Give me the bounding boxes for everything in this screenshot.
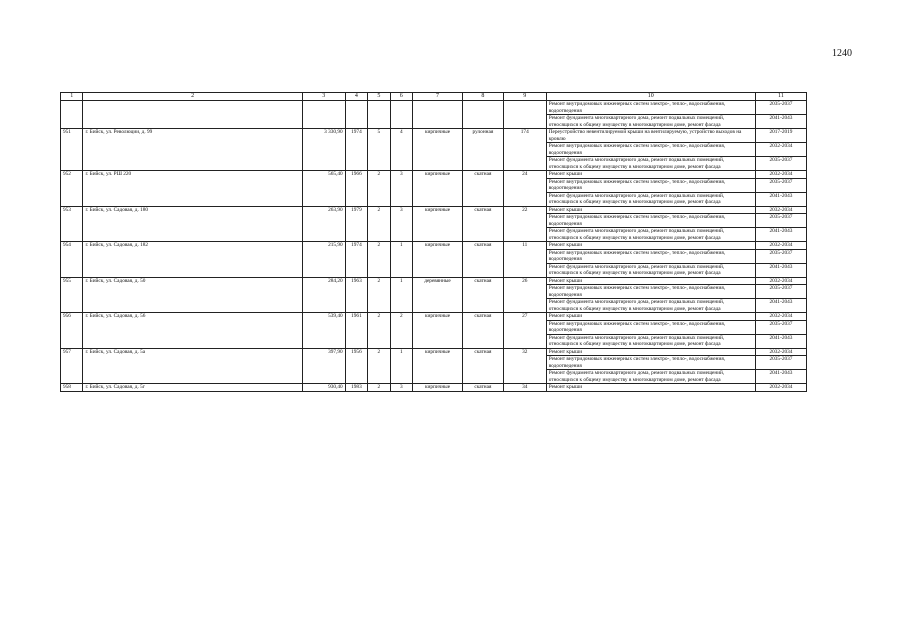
work-type-cell: Ремонт внутридомовых инженерных систем электро-, тепло-, водоснабжения, водоотведения [546, 214, 755, 228]
residents-cell [503, 101, 546, 129]
table-row [61, 171, 807, 179]
column-header-8: 8 [463, 93, 504, 101]
work-type-cell: Ремонт крыши [546, 313, 755, 321]
entrances-cell: 1 [390, 242, 412, 278]
floors-cell: 2 [368, 313, 390, 349]
work-period-cell: 2035-2037 [755, 285, 806, 299]
work-type-cell: Переустройство невентилируемой крыши на вентилируемую, устройство выходов на кровлю [546, 129, 755, 143]
work-type-cell: Ремонт внутридомовых инженерных систем электро-, тепло-, водоснабжения, водоотведения [546, 356, 755, 370]
walls-cell: кирпичные [413, 129, 463, 171]
roof-cell: скатная [463, 242, 504, 278]
walls-cell: кирпичные [413, 206, 463, 242]
entrances-cell: 1 [390, 348, 412, 384]
work-period-cell: 2035-2037 [755, 249, 806, 263]
area-cell: 397,90 [302, 348, 345, 384]
work-period-cell: 2041-2043 [755, 228, 806, 242]
residents-cell: 26 [503, 277, 546, 313]
residents-cell: 24 [503, 171, 546, 207]
work-period-cell: 2035-2037 [755, 101, 806, 115]
walls-cell: деревянные [413, 277, 463, 313]
address-cell: г. Бийск, ул. Садовая, д. 182 [83, 242, 302, 278]
year-cell: 1956 [345, 348, 367, 384]
column-header-4: 4 [345, 93, 367, 101]
address-cell: г. Бийск, ул. Революции, д. 99 [83, 129, 302, 171]
address-cell: г. Бийск, ул. РШ 220 [83, 171, 302, 207]
work-period-cell: 2032-2034 [755, 277, 806, 285]
entrances-cell: 2 [390, 313, 412, 349]
floors-cell: 2 [368, 171, 390, 207]
work-period-cell: 2032-2034 [755, 171, 806, 179]
year-cell: 1974 [345, 129, 367, 171]
floors-cell: 5 [368, 129, 390, 171]
column-header-3: 3 [302, 93, 345, 101]
roof-cell: скатная [463, 171, 504, 207]
work-type-cell: Ремонт фундамента многоквартирного дома, ремонт подвальных помещений, относящихся к общему имуществу в многоквартирном доме, ремонт фасада [546, 157, 755, 171]
work-type-cell: Ремонт крыши [546, 277, 755, 285]
work-type-cell: Ремонт внутридомовых инженерных систем электро-, тепло-, водоснабжения, водоотведения [546, 101, 755, 115]
work-type-cell: Ремонт фундамента многоквартирного дома, ремонт подвальных помещений, относящихся к общему имуществу в многоквартирном доме, ремонт фасада [546, 263, 755, 277]
row-number: 953 [61, 206, 83, 242]
roof-cell: скатная [463, 206, 504, 242]
walls-cell: кирпичные [413, 171, 463, 207]
work-type-cell: Ремонт внутридомовых инженерных систем электро-, тепло-, водоснабжения, водоотведения [546, 285, 755, 299]
work-type-cell: Ремонт крыши [546, 206, 755, 214]
area-cell: 539,40 [302, 313, 345, 349]
work-type-cell: Ремонт фундамента многоквартирного дома, ремонт подвальных помещений, относящихся к общему имуществу в многоквартирном доме, ремонт фасада [546, 299, 755, 313]
row-number: 951 [61, 129, 83, 171]
floors-cell [368, 101, 390, 129]
walls-cell: кирпичные [413, 313, 463, 349]
work-period-cell: 2041-2043 [755, 334, 806, 348]
work-period-cell: 2041-2043 [755, 115, 806, 129]
column-header-10: 10 [546, 93, 755, 101]
roof-cell: рулонная [463, 129, 504, 171]
year-cell: 1974 [345, 242, 367, 278]
capital-repair-table [60, 92, 807, 392]
row-number: 954 [61, 242, 83, 278]
work-period-cell: 2017-2019 [755, 129, 806, 143]
residents-cell: 174 [503, 129, 546, 171]
work-type-cell: Ремонт фундамента многоквартирного дома, ремонт подвальных помещений, относящихся к общему имуществу в многоквартирном доме, ремонт фасада [546, 192, 755, 206]
column-header-row [61, 93, 807, 101]
roof-cell [463, 101, 504, 129]
address-cell: г. Бийск, ул. Садовая, д. 5а [83, 348, 302, 384]
roof-cell: скатная [463, 384, 504, 392]
work-type-cell: Ремонт внутридомовых инженерных систем электро-, тепло-, водоснабжения, водоотведения [546, 143, 755, 157]
entrances-cell: 3 [390, 171, 412, 207]
residents-cell: 34 [503, 384, 546, 392]
table-row [61, 313, 807, 321]
column-header-9: 9 [503, 93, 546, 101]
row-number: 956 [61, 313, 83, 349]
work-period-cell: 2041-2043 [755, 263, 806, 277]
work-type-cell: Ремонт крыши [546, 384, 755, 392]
residents-cell: 11 [503, 242, 546, 278]
area-cell: 215,90 [302, 242, 345, 278]
work-type-cell: Ремонт фундамента многоквартирного дома, ремонт подвальных помещений, относящихся к общему имуществу в многоквартирном доме, ремонт фасада [546, 115, 755, 129]
work-type-cell: Ремонт внутридомовых инженерных систем электро-, тепло-, водоснабжения, водоотведения [546, 320, 755, 334]
row-number: 952 [61, 171, 83, 207]
column-header-6: 6 [390, 93, 412, 101]
year-cell [345, 101, 367, 129]
address-cell: г. Бийск, ул. Садовая, д. 56 [83, 313, 302, 349]
table-row [61, 384, 807, 392]
table-row [61, 277, 807, 285]
address-cell: г. Бийск, ул. Садовая, д. 50 [83, 277, 302, 313]
floors-cell: 2 [368, 242, 390, 278]
address-cell [83, 101, 302, 129]
entrances-cell [390, 101, 412, 129]
work-period-cell: 2041-2043 [755, 192, 806, 206]
year-cell: 1966 [345, 171, 367, 207]
work-period-cell: 2032-2034 [755, 348, 806, 356]
work-period-cell: 2035-2037 [755, 178, 806, 192]
floors-cell: 2 [368, 277, 390, 313]
roof-cell: скатная [463, 313, 504, 349]
table-row [61, 206, 807, 214]
walls-cell: кирпичные [413, 348, 463, 384]
work-period-cell: 2035-2037 [755, 157, 806, 171]
area-cell: 3 330,90 [302, 129, 345, 171]
table-row [61, 348, 807, 356]
column-header-7: 7 [413, 93, 463, 101]
table-body [61, 101, 807, 392]
work-period-cell: 2032-2034 [755, 206, 806, 214]
area-cell: 565,40 [302, 171, 345, 207]
entrances-cell: 3 [390, 384, 412, 392]
address-cell: г. Бийск, ул. Садовая, д. 5г [83, 384, 302, 392]
work-period-cell: 2032-2034 [755, 313, 806, 321]
work-period-cell: 2035-2037 [755, 214, 806, 228]
residents-cell: 22 [503, 206, 546, 242]
roof-cell: скатная [463, 348, 504, 384]
work-period-cell: 2032-2034 [755, 143, 806, 157]
table-row [61, 129, 807, 143]
work-type-cell: Ремонт крыши [546, 242, 755, 250]
row-number: 955 [61, 277, 83, 313]
column-header-1: 1 [61, 93, 83, 101]
residents-cell: 27 [503, 313, 546, 349]
work-type-cell: Ремонт фундамента многоквартирного дома, ремонт подвальных помещений, относящихся к общему имуществу в многоквартирном доме, ремонт фасада [546, 228, 755, 242]
row-number: 957 [61, 348, 83, 384]
floors-cell: 2 [368, 384, 390, 392]
work-type-cell: Ремонт внутридомовых инженерных систем электро-, тепло-, водоснабжения, водоотведения [546, 249, 755, 263]
work-type-cell: Ремонт фундамента многоквартирного дома, ремонт подвальных помещений, относящихся к общему имуществу в многоквартирном доме, ремонт фасада [546, 370, 755, 384]
walls-cell: кирпичные [413, 242, 463, 278]
residents-cell: 32 [503, 348, 546, 384]
column-header-11: 11 [755, 93, 806, 101]
row-number [61, 101, 83, 129]
year-cell: 1963 [345, 277, 367, 313]
column-header-5: 5 [368, 93, 390, 101]
floors-cell: 2 [368, 206, 390, 242]
roof-cell: скатная [463, 277, 504, 313]
work-period-cell: 2041-2043 [755, 299, 806, 313]
address-cell: г. Бийск, ул. Садовая, д. 180 [83, 206, 302, 242]
work-period-cell: 2035-2037 [755, 320, 806, 334]
area-cell: 263,90 [302, 206, 345, 242]
work-period-cell: 2032-2034 [755, 242, 806, 250]
year-cell: 1979 [345, 206, 367, 242]
table-row [61, 242, 807, 250]
entrances-cell: 4 [390, 129, 412, 171]
work-period-cell: 2041-2043 [755, 370, 806, 384]
work-type-cell: Ремонт крыши [546, 171, 755, 179]
year-cell: 1983 [345, 384, 367, 392]
page-number: 1240 [832, 48, 852, 59]
table-row [61, 101, 807, 115]
work-period-cell: 2035-2037 [755, 356, 806, 370]
area-cell [302, 101, 345, 129]
column-header-2: 2 [83, 93, 302, 101]
area-cell: 284,20 [302, 277, 345, 313]
row-number: 958 [61, 384, 83, 392]
walls-cell: кирпичные [413, 384, 463, 392]
floors-cell: 2 [368, 348, 390, 384]
entrances-cell: 3 [390, 206, 412, 242]
work-period-cell: 2032-2034 [755, 384, 806, 392]
work-type-cell: Ремонт фундамента многоквартирного дома, ремонт подвальных помещений, относящихся к общему имуществу в многоквартирном доме, ремонт фасада [546, 334, 755, 348]
work-type-cell: Ремонт внутридомовых инженерных систем электро-, тепло-, водоснабжения, водоотведения [546, 178, 755, 192]
entrances-cell: 1 [390, 277, 412, 313]
year-cell: 1961 [345, 313, 367, 349]
work-type-cell: Ремонт крыши [546, 348, 755, 356]
walls-cell [413, 101, 463, 129]
area-cell: 930,40 [302, 384, 345, 392]
